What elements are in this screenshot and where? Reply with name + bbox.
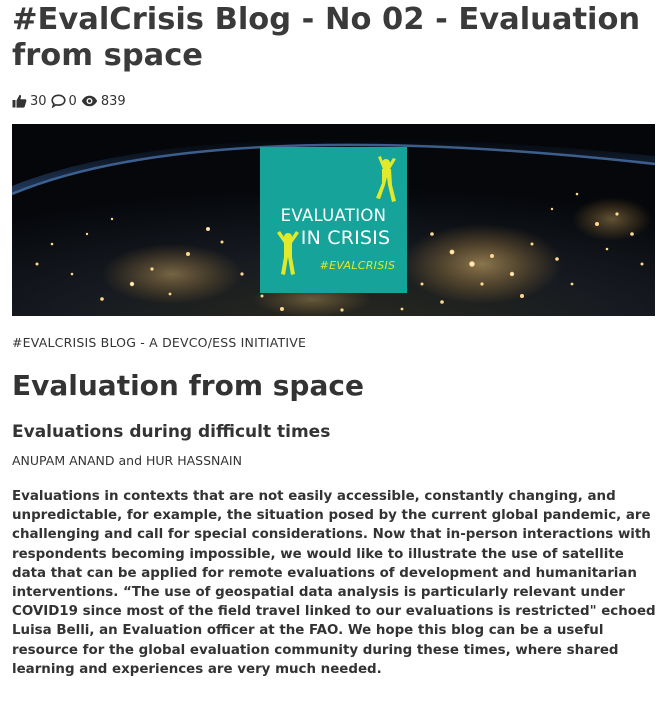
post-title: #EvalCrisis Blog - No 02 - Evaluation from space [12,2,641,73]
comment-icon[interactable] [51,94,66,108]
post-stats [12,92,130,110]
article-kicker: #EVALCRISIS BLOG - A DEVCO/ESS INITIATIVE [12,335,307,350]
logo-line-2: IN CRISIS [300,227,391,249]
likes-count: 30 [30,93,47,109]
article-authors: ANUPAM ANAND and HUR HASSNAIN [12,453,242,468]
article-headline: Evaluation from space [12,369,364,402]
article-body: Evaluations in contexts that are not easily accessible, constantly changing, and unpredictable, for example, the situation posed by the current global pandemic, are challenging and call for special considerations. Now that in-person interactions with respondents becoming impossible, we would like to illustrate the use of satellite data that can be applied for remote evaluations of development and humanitarian interventions. “The use of geospatial data analysis is particularly relevant under COVID19 since most of the field travel linked to our evaluations is restricted" echoed Luisa Belli, an Evaluation officer at the FAO. We hope this blog can be a useful resource for the global evaluation community during these times, where shared learning and experiences are very much needed. [12,489,656,677]
logo-line-1: EVALUATION [280,206,387,225]
evaluation-in-crisis-logo [260,147,407,293]
views-count: 839 [100,93,126,109]
logo-hashtag: #EVALCRISIS [319,259,396,272]
eye-icon[interactable] [81,94,98,108]
comments-count: 0 [68,93,77,109]
article-subhead: Evaluations during difficult times [12,422,331,442]
celebrating-figure-icon [370,155,400,205]
thumbs-up-icon[interactable] [12,94,27,108]
hero-image [12,124,655,316]
